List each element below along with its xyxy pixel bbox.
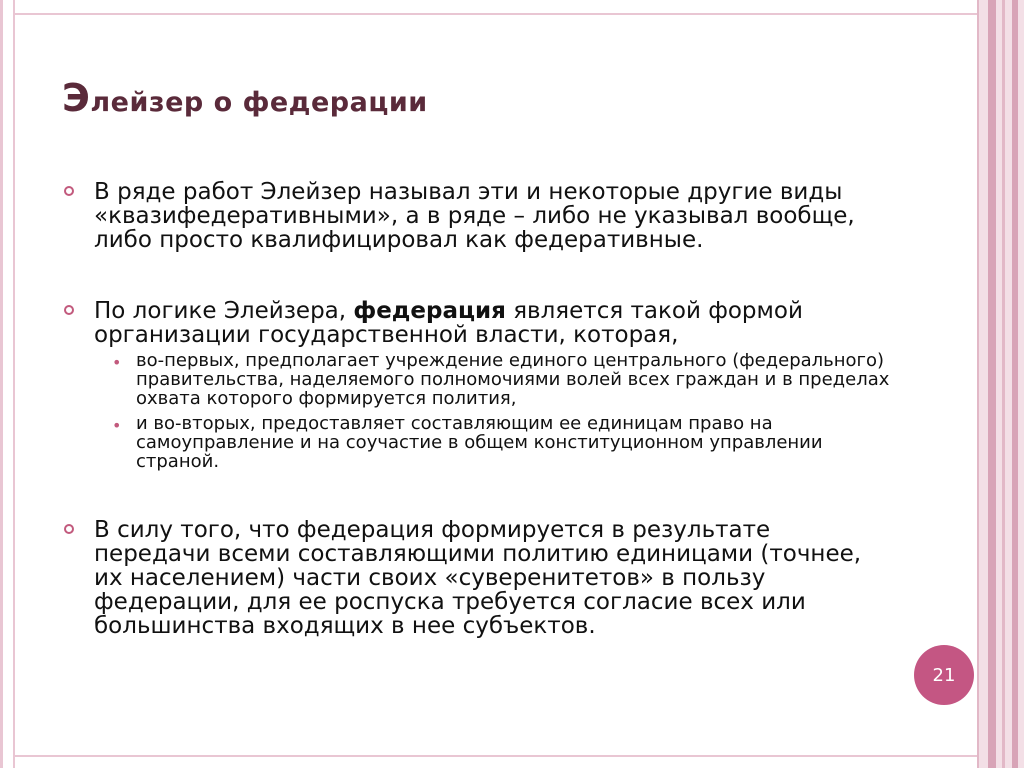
page-number-badge bbox=[914, 645, 974, 705]
dot-bullet-icon: • bbox=[112, 416, 122, 435]
frame-bottom-line bbox=[13, 755, 977, 757]
sub-bullet-text: во-первых, предполагает учреждение единого центрального (федерального) правительства, наделяемого полномочиями волей всех граждан и в пределах охвата которого формируется полития, bbox=[136, 350, 890, 409]
sub-bullet-item bbox=[104, 414, 892, 471]
ring-bullet-icon bbox=[64, 524, 74, 534]
ring-bullet-icon bbox=[64, 305, 74, 315]
bullet-text: В силу того, что федерация формируется в результате передачи всеми составляющими политию единицами (точнее, их населением) части своих «суверенитетов» в пользу федерации, для ее роспуска требуется согласие всех или большинства входящих в нее субъектов. bbox=[94, 517, 862, 639]
sub-bullet-list bbox=[104, 351, 892, 471]
right-stripe bbox=[1002, 0, 1005, 768]
bullet-item bbox=[62, 299, 892, 471]
frame-top-line bbox=[13, 13, 977, 15]
dot-bullet-icon: • bbox=[112, 353, 122, 372]
bullet-text-before: По логике Элейзера, bbox=[94, 298, 354, 324]
ring-bullet-icon bbox=[64, 186, 74, 196]
slide-content bbox=[62, 180, 892, 638]
bullet-item bbox=[62, 518, 892, 638]
page-number: 21 bbox=[932, 664, 956, 686]
bullet-text-bold: федерация bbox=[353, 298, 506, 324]
bullet-text-after: является такой формой организации государственной власти, которая, bbox=[94, 298, 803, 348]
slide-title bbox=[62, 76, 428, 120]
sub-bullet-text: и во-вторых, предоставляет составляющим ее единицам право на самоуправление и на соучастие в общем конституционном управлении страной. bbox=[136, 413, 823, 472]
bullet-item bbox=[62, 180, 892, 252]
title-first-letter: Э bbox=[62, 76, 91, 120]
frame-left-inner-line bbox=[13, 0, 15, 768]
bullet-text: В ряде работ Элейзер называл эти и некоторые другие виды «квазифедеративными», а в ряде – либо не указывал вообще, либо просто квалифицировал как федеративные. bbox=[94, 179, 855, 253]
frame-left-outer-line bbox=[0, 0, 3, 768]
right-stripe bbox=[1012, 0, 1018, 768]
title-rest: лейзер о федерации bbox=[90, 87, 428, 118]
right-stripe bbox=[988, 0, 996, 768]
sub-bullet-item bbox=[104, 351, 892, 408]
right-stripe bbox=[977, 0, 979, 768]
